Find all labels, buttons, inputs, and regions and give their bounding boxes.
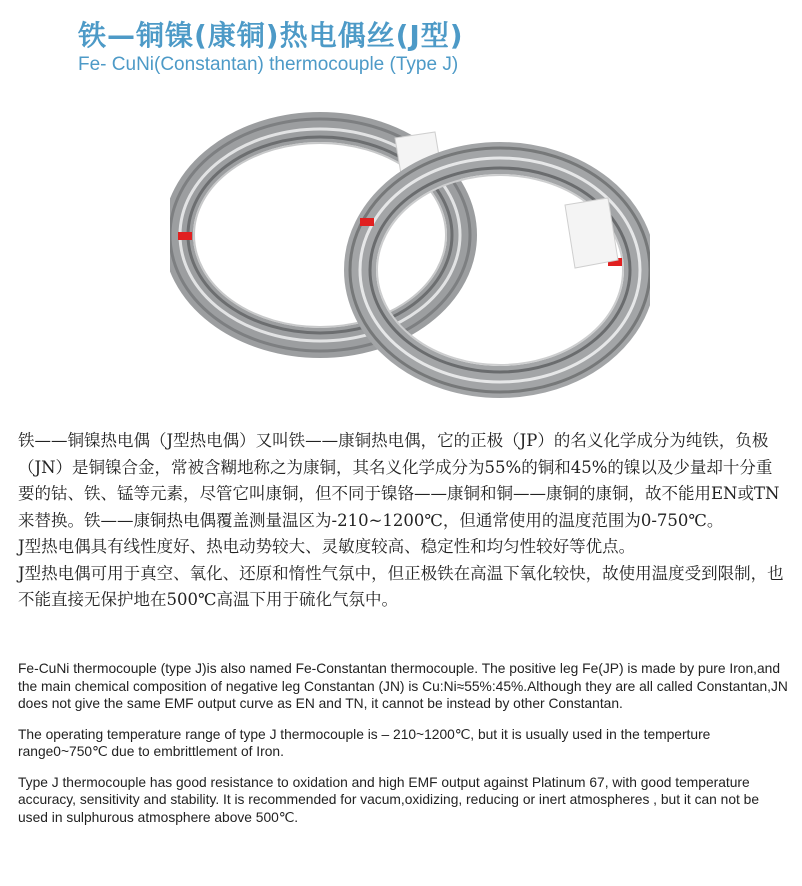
description-cn-paragraph: J型热电偶具有线性度好、热电动势较大、灵敏度较高、稳定性和均匀性较好等优点。	[18, 537, 636, 556]
description-en	[18, 660, 788, 839]
description-cn-paragraph: 铁——铜镍热电偶（J型热电偶）又叫铁——康铜热电偶，它的正极（JP）的名义化学成分为纯铁，负极（JN）是铜镍合金，常被含糊地称之为康铜，其名义化学成分为55%的铜和45%的镍以及少量却十分重要的钴、铁、锰等元素，尽管它叫康铜，但不同于镍铬——康铜和铜——康铜的康铜，故不能用EN或TN来替换。铁——康铜热电偶覆盖测量温区为-210~1200℃，但通常使用的温度范围为0-750℃。	[18, 431, 780, 530]
description-en-paragraph: Fe-CuNi thermocouple (type J)is also named Fe-Constantan thermocouple. The positive leg Fe(JP) is made by pure Iron,and the main chemical composition of negative leg Constantan (JN) is Cu:Ni≈55%:45%.Although they are all called Constantan,JN does not give the same EMF output curve as EN and TN, it cannot be instead by other Constantan.	[18, 661, 788, 711]
right-coil	[350, 148, 650, 392]
description-cn	[18, 428, 784, 614]
description-en-paragraph: Type J thermocouple has good resistance to oxidation and high EMF output against Platinum 67, with good temperature accuracy, sensitivity and stability. It is recommended for vacum,oxidizing, reducing or inert atmospheres , but it can not be used in sulphurous atmosphere above 500℃.	[18, 774, 760, 825]
right-coil-tag	[565, 198, 618, 268]
description-cn-paragraph: J型热电偶可用于真空、氧化、还原和惰性气氛中，但正极铁在高温下氧化较快，故使用温度受到限制，也不能直接无保护地在500℃高温下用于硫化气氛中。	[18, 563, 784, 609]
description-en-paragraph: The operating temperature range of type J thermocouple is – 210~1200℃, but it is usually used in the temperture range0~750℃ due to embrittlement of Iron.	[18, 726, 711, 759]
right-coil-red-tie	[360, 218, 374, 226]
page-title-en: Fe- CuNi(Constantan) thermocouple (Type J)	[78, 54, 459, 75]
left-coil-red-tie	[178, 232, 192, 240]
wire-coils-photo	[170, 110, 650, 410]
page-title-cn: 铁—铜镍(康铜)热电偶丝(J型)	[78, 19, 464, 52]
left-coil	[170, 119, 470, 351]
